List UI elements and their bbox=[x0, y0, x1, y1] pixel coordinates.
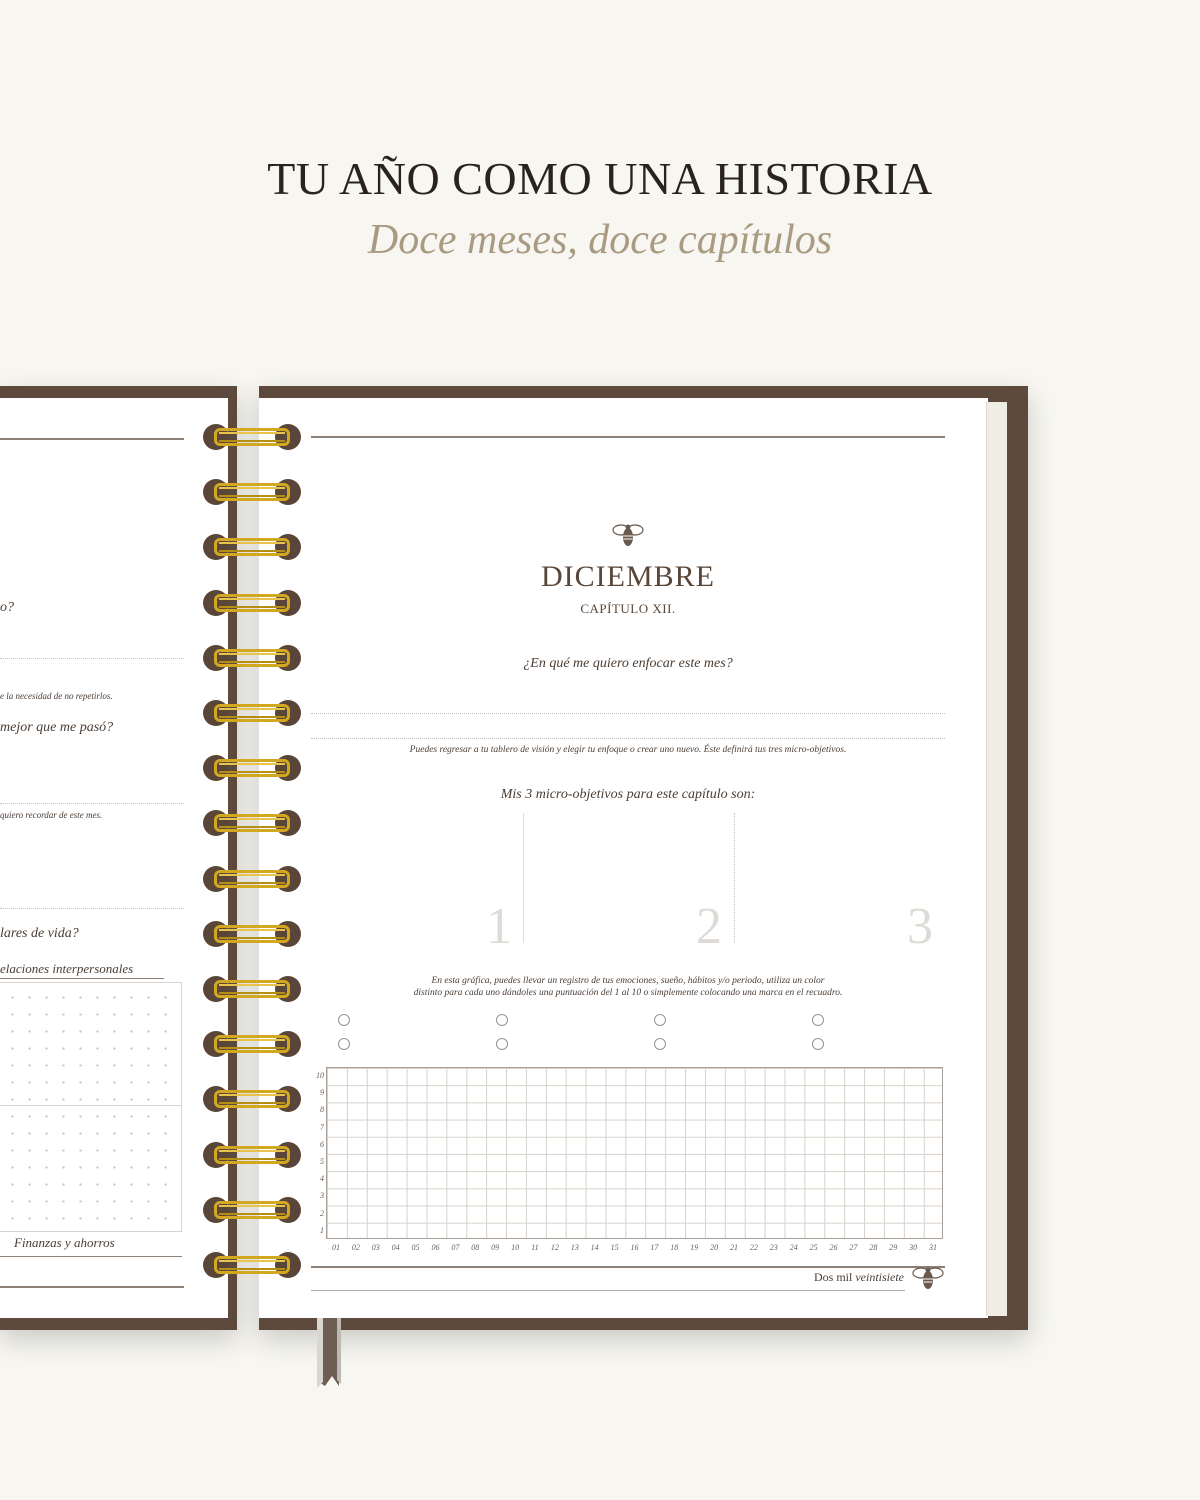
objective-divider bbox=[523, 813, 524, 943]
x-axis-label: 16 bbox=[630, 1243, 639, 1252]
answer-line bbox=[311, 713, 945, 714]
y-axis-label: 8 bbox=[320, 1105, 324, 1115]
answer-line bbox=[0, 658, 184, 659]
objectives-heading: Mis 3 micro-objetivos para este capítulo son: bbox=[500, 787, 756, 802]
y-axis-label: 4 bbox=[320, 1174, 324, 1184]
question-fragment: o? bbox=[0, 600, 14, 615]
spiral-ring bbox=[203, 1196, 301, 1224]
x-axis-label: 23 bbox=[769, 1243, 778, 1252]
objective-number: 1 bbox=[486, 898, 512, 955]
x-axis-label: 30 bbox=[909, 1243, 918, 1252]
focus-question: ¿En qué me quiero enfocar este mes? bbox=[523, 656, 733, 671]
x-axis-label: 20 bbox=[710, 1243, 719, 1252]
label-underline bbox=[0, 1256, 182, 1257]
tracker-note-line: En esta gráfica, puedes llevar un registro de tus emociones, sueño, hábitos y/o periodo, utiliza un color bbox=[431, 976, 825, 986]
spiral-ring bbox=[203, 423, 301, 451]
legend-circle[interactable] bbox=[496, 1038, 508, 1050]
x-axis-label: 17 bbox=[650, 1243, 659, 1252]
x-axis-label: 18 bbox=[670, 1243, 679, 1252]
top-rule bbox=[311, 436, 945, 438]
top-rule bbox=[0, 438, 184, 440]
bottom-rule bbox=[311, 1266, 945, 1268]
x-axis-label: 22 bbox=[749, 1243, 758, 1252]
y-axis-label: 5 bbox=[320, 1157, 324, 1166]
life-pillar-label: elaciones interpersonales bbox=[0, 961, 134, 976]
spiral-ring bbox=[203, 1251, 301, 1279]
legend-circle[interactable] bbox=[812, 1014, 824, 1026]
x-axis-label: 31 bbox=[929, 1243, 938, 1252]
note-fragment: e la necesidad de no repetirlos. bbox=[0, 691, 113, 701]
tracker-grid[interactable] bbox=[326, 1067, 943, 1239]
dot-grid-area bbox=[0, 982, 182, 1232]
y-axis-label: 10 bbox=[316, 1071, 324, 1080]
y-axis-label: 2 bbox=[320, 1208, 324, 1218]
x-axis-label: 03 bbox=[371, 1243, 380, 1252]
footer-year: veintisiete bbox=[855, 1270, 904, 1284]
legend-circle[interactable] bbox=[338, 1014, 350, 1026]
x-axis-label: 05 bbox=[411, 1243, 420, 1252]
y-axis-label: 7 bbox=[320, 1122, 324, 1132]
x-axis-label: 11 bbox=[531, 1243, 539, 1252]
x-axis-label: 09 bbox=[491, 1243, 500, 1252]
objective-number: 3 bbox=[907, 898, 933, 955]
spiral-ring bbox=[203, 975, 301, 1003]
legend-circle[interactable] bbox=[654, 1014, 666, 1026]
vision-note: Puedes regresar a tu tablero de visión y elegir tu enfoque o crear uno nuevo. Éste definirá tus tres micro-objetivos. bbox=[409, 745, 847, 755]
legend-circle[interactable] bbox=[496, 1014, 508, 1026]
answer-line bbox=[0, 908, 184, 909]
x-axis-label: 25 bbox=[809, 1243, 818, 1252]
x-axis-label: 04 bbox=[391, 1243, 400, 1252]
spiral-ring bbox=[203, 809, 301, 837]
spiral-ring bbox=[203, 920, 301, 948]
answer-line bbox=[311, 738, 945, 739]
spiral-ring bbox=[203, 699, 301, 727]
tracker-note-line: distinto para cada uno dándoles una puntuación del 1 al 10 o simplemente colocando una marca en el recuadro. bbox=[413, 988, 843, 998]
ribbon-bookmark bbox=[305, 1318, 349, 1390]
hero-title: TU AÑO COMO UNA HISTORIA bbox=[267, 153, 933, 204]
x-axis-label: 07 bbox=[451, 1243, 460, 1252]
spiral-ring bbox=[203, 1141, 301, 1169]
footer-signature bbox=[760, 1270, 904, 1285]
y-axis-label: 3 bbox=[320, 1191, 324, 1201]
legend-circle[interactable] bbox=[812, 1038, 824, 1050]
note-fragment: quiero recordar de este mes. bbox=[0, 810, 103, 820]
y-axis-label: 9 bbox=[320, 1088, 324, 1098]
spiral-ring bbox=[203, 589, 301, 617]
x-axis-label: 19 bbox=[690, 1243, 699, 1252]
x-axis-label: 02 bbox=[351, 1243, 360, 1252]
bee-emblem-icon bbox=[612, 519, 644, 551]
x-axis-label: 14 bbox=[590, 1243, 599, 1252]
answer-line bbox=[0, 803, 184, 804]
x-axis-label: 21 bbox=[730, 1243, 738, 1252]
legend-circle[interactable] bbox=[654, 1038, 666, 1050]
x-axis-label: 26 bbox=[829, 1243, 838, 1252]
x-axis-label: 27 bbox=[849, 1243, 858, 1252]
life-pillar-label: Finanzas y ahorros bbox=[14, 1235, 115, 1250]
chapter-label: CAPÍTULO XII. bbox=[580, 601, 676, 616]
footer-text: Dos mil bbox=[814, 1270, 853, 1284]
y-axis-label: 6 bbox=[320, 1139, 324, 1149]
label-underline bbox=[0, 978, 164, 979]
x-axis-label: 12 bbox=[550, 1243, 559, 1252]
spiral-ring bbox=[203, 644, 301, 672]
objective-divider bbox=[734, 813, 735, 943]
x-axis-label: 28 bbox=[869, 1243, 878, 1252]
spiral-ring bbox=[203, 478, 301, 506]
question-fragment: lares de vida? bbox=[0, 926, 79, 941]
objective-number: 2 bbox=[696, 898, 722, 955]
dot-grid-divider bbox=[0, 1105, 182, 1106]
month-title: DICIEMBRE bbox=[541, 560, 715, 593]
x-axis-label: 06 bbox=[431, 1243, 440, 1252]
bottom-rule bbox=[0, 1286, 184, 1288]
x-axis-label: 01 bbox=[331, 1243, 340, 1252]
question-fragment: mejor que me pasó? bbox=[0, 720, 114, 735]
bee-emblem-icon bbox=[912, 1262, 944, 1294]
x-axis-label: 10 bbox=[511, 1243, 520, 1252]
x-axis-label: 13 bbox=[570, 1243, 579, 1252]
x-axis-label: 08 bbox=[471, 1243, 480, 1252]
x-axis-label: 24 bbox=[789, 1243, 798, 1252]
page-edge bbox=[986, 402, 1007, 1316]
spiral-ring bbox=[203, 1085, 301, 1113]
left-page bbox=[0, 398, 228, 1318]
legend-circle[interactable] bbox=[338, 1038, 350, 1050]
y-axis-label: 1 bbox=[320, 1225, 324, 1235]
spiral-ring bbox=[203, 533, 301, 561]
spiral-ring bbox=[203, 754, 301, 782]
x-axis-label: 15 bbox=[610, 1243, 619, 1252]
x-axis-label: 29 bbox=[889, 1243, 898, 1252]
hero-subtitle: Doce meses, doce capítulos bbox=[367, 217, 833, 263]
spiral-ring bbox=[203, 865, 301, 893]
footer-underline bbox=[311, 1290, 905, 1291]
spiral-ring bbox=[203, 1030, 301, 1058]
tracker-note bbox=[311, 975, 945, 999]
